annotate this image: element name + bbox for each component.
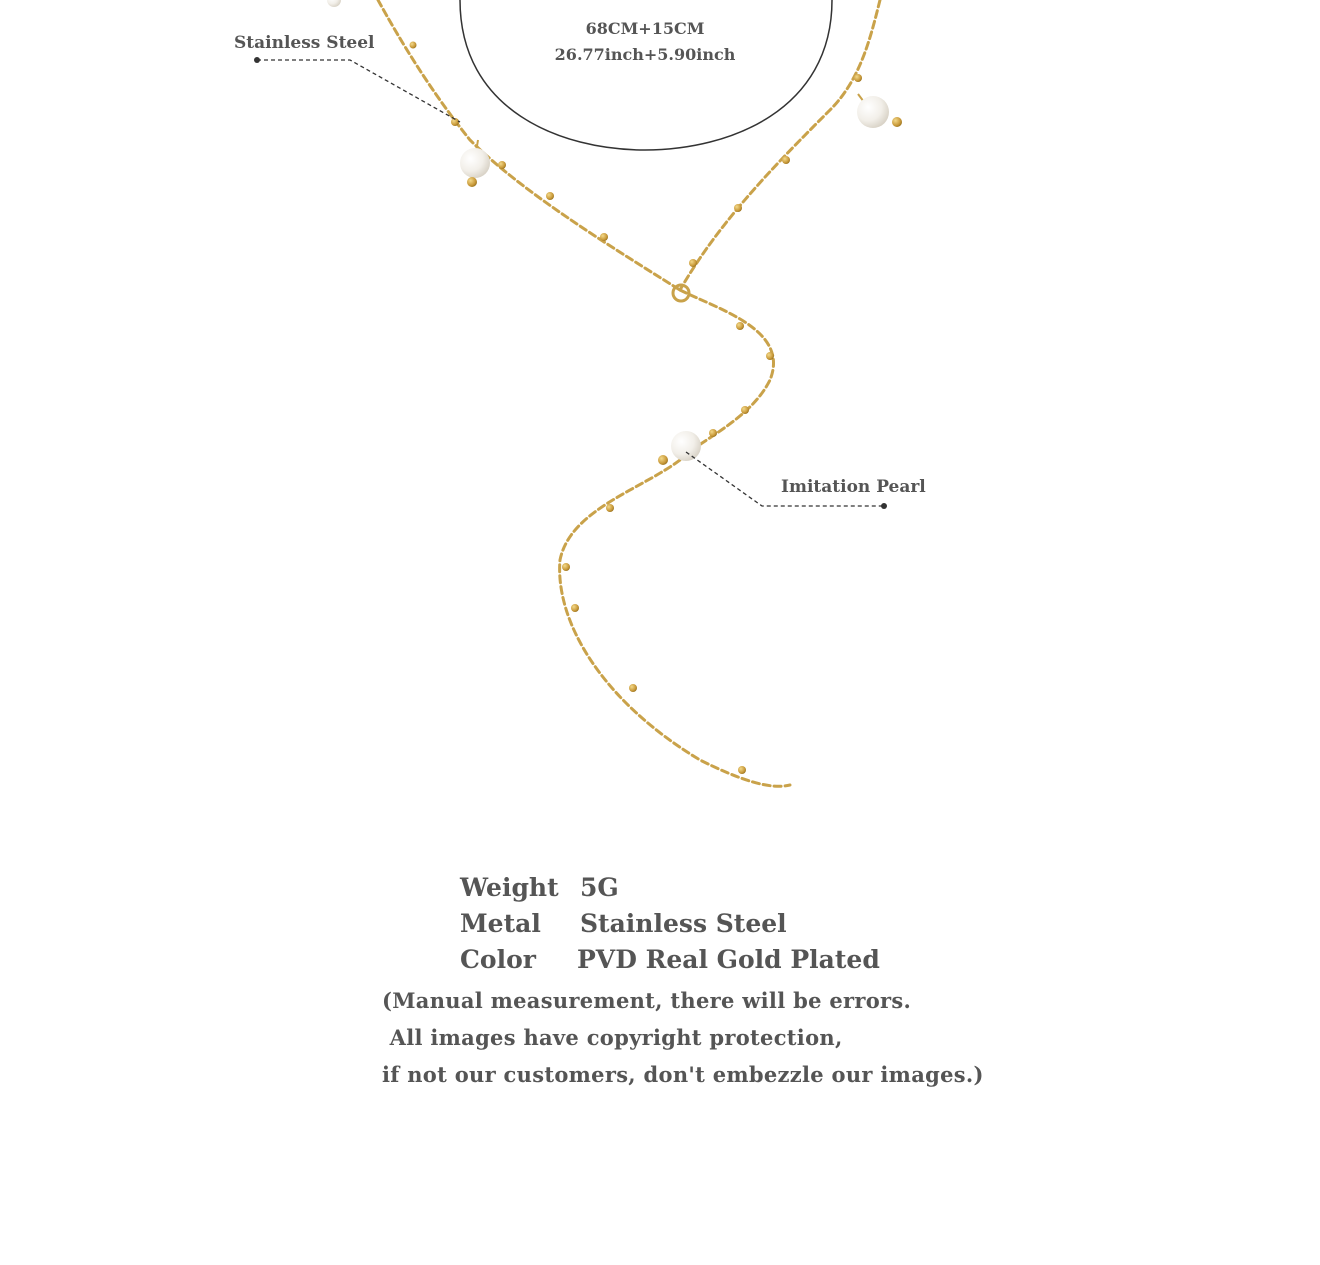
bead — [571, 604, 579, 612]
bead — [782, 156, 790, 164]
chain-left-strand — [378, 0, 680, 290]
bead — [734, 204, 742, 212]
bead — [629, 684, 637, 692]
pearl-bead — [467, 177, 477, 187]
spec-label: Weight — [460, 873, 559, 902]
callout-imitation-pearl: Imitation Pearl — [781, 477, 926, 497]
note-line: if not our customers, don't embezzle our images.) — [382, 1062, 984, 1087]
note-line: All images have copyright protection, — [382, 1025, 843, 1050]
bead — [736, 322, 744, 330]
pearl — [857, 96, 889, 128]
bead — [766, 352, 774, 360]
spec-label: Metal — [460, 909, 541, 938]
pearl-bead — [709, 429, 717, 437]
pearl-charm-left — [460, 140, 490, 187]
callout-stainless-steel: Stainless Steel — [234, 33, 375, 53]
callout-dot — [254, 57, 260, 63]
spec-value: PVD Real Gold Plated — [577, 945, 880, 974]
bead — [546, 192, 554, 200]
pearl — [671, 431, 701, 461]
bead — [498, 161, 506, 169]
bead — [562, 563, 570, 571]
pearl-charm-center — [658, 429, 717, 465]
pearl-bead — [892, 117, 902, 127]
bead — [854, 74, 862, 82]
bead — [689, 259, 697, 267]
spec-value: 5G — [580, 873, 619, 902]
spec-label: Color — [460, 945, 536, 974]
spec-value: Stainless Steel — [580, 909, 787, 938]
chain-right-strand — [680, 0, 880, 290]
note-line: (Manual measurement, there will be errors. — [382, 988, 912, 1013]
pearl — [460, 148, 490, 178]
callout-leader-stainless — [257, 60, 460, 122]
bead — [410, 42, 417, 49]
size-cm: 68CM+15CM — [585, 19, 705, 38]
bead — [741, 406, 749, 414]
bead — [600, 233, 608, 241]
size-inch: 26.77inch+5.90inch — [554, 45, 736, 64]
bead — [738, 766, 746, 774]
chain-drop — [560, 290, 790, 786]
callout-dot — [881, 503, 887, 509]
pearl-bead — [658, 455, 668, 465]
bead — [606, 504, 614, 512]
pearl-partial — [327, 0, 341, 7]
pearl-charm-right — [857, 94, 902, 128]
